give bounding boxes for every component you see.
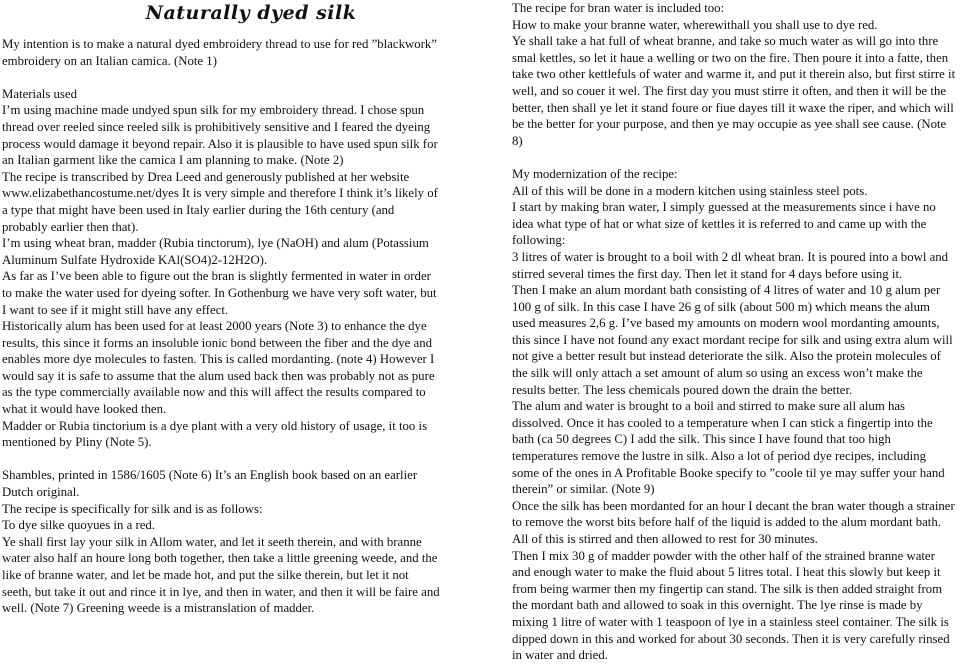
bran-recipe-title: How to make your branne water, wherewithall you shall use to dye red. — [512, 17, 878, 32]
right-column — [512, 0, 956, 664]
modern-boil: 3 litres of water is brought to a boil with 2 dl wheat bran. It is poured into a bowl and stirred several times the first day. Then let it stand for 4 days before using it. — [512, 249, 949, 281]
recipe-intro: The recipe is specifically for silk and is as follows: — [2, 501, 263, 516]
modern-boil-2: The alum and water is brought to a boil and stirred to make sure all alum has dissolved. Once it has cooled to a temperature when I can stick a fingertip into the bath (ca 50 degrees C) I add the silk. This since I have found that too high temperatures remove the lustre in silk. Also a lot of period dye recipes, including some of the ones in A Profitable Booke specify to ”coole til ye may suffer your hand therein” or similar. (Note 9) — [512, 399, 945, 497]
modern-heading: My modernization of the recipe: — [512, 166, 678, 181]
bran-recipe-intro: The recipe for bran water is included too: — [512, 1, 725, 15]
left-column — [2, 0, 440, 617]
bran-paragraph: As far as I’ve been able to figure out the bran is slightly fermented in water in order to make the water used for dyeing softer. In Gothenburg we have very soft water, but I want to see if it might still have any effect. — [2, 269, 437, 317]
shambles-paragraph: Shambles, printed in 1586/1605 (Note 6) It’s an English book based on an earlier Dutch original. — [2, 468, 418, 500]
modern-mordant: Then I make an alum mordant bath consisting of 4 litres of water and 10 g alum per 100 g of silk. In this case I have 26 g of silk (about 500 m) which means the alum used measures 2,6 g. I’ve based my amounts on modern wool mordanting amounts, this since I have not found any exact mordant recipe for silk and using extra alum will not give a better result but instead deteriorate the silk. Also the protein molecules of the silk will only attach a set amount of alum so using an excess won’t make the results better. The less chemicals poured down the drain the better. — [512, 283, 953, 397]
recipe-title: To dye silke quoyues in a red. — [2, 518, 155, 533]
page-title: Naturally dyed silk — [145, 2, 357, 24]
modern-madder: Then I mix 30 g of madder powder with the other half of the strained branne water and enough water to make the fluid about 5 litres total. I heat this slowly but keep it from being warmer then my fingertip can stand. The silk is then added straight from the mordant bath and allowed to soak in this overnight. The lye rinse is made by mixing 1 litre of water with 1 teaspoon of lye in a stainless steel container. The silk is dipped down in this and worked for about 30 seconds. Then it is very carefully rinsed in water and dried. — [512, 548, 950, 663]
ingredients-paragraph: I’m using wheat bran, madder (Rubia tinctorum), lye (NaOH) and alum (Potassium Aluminum Sulfate Hydroxide KAl(SO4)2-12H2O). — [2, 236, 429, 267]
modern-kitchen: All of this will be done in a modern kitchen using stainless steel pots. — [512, 183, 868, 198]
bran-recipe-text: Ye shall take a hat full of wheat branne, and take so much water as will go into thre smal kettles, so let it haue a welling or two on the fire. Then poure it into a fatte, then take two other kettlefuls of water and warme it, and put it therein also, but first stirre it well, and so couer it wel. The first day you must stirre it often, and then it will be the better, then shall ye let it stand foure or fiue dayes till it waxe the riper, and which will be the better for your purpose, and then ye may occupie as yee shall see cause. (Note 8) — [512, 34, 956, 148]
madder-paragraph: Madder or Rubia tinctorium is a dye plant with a very old history of usage, it too is mentioned by Pliny (Note 5). — [2, 418, 428, 450]
modern-mordanted: Once the silk has been mordanted for an hour I decant the bran water though a strainer to remove the worst bits before half of the liquid is added to the alum mordant bath. All of this is stirred and then allowed to rest for 30 minutes. — [512, 498, 955, 546]
materials-paragraph: I’m using machine made undyed spun silk for my embroidery thread. I chose spun thread over reeled since reeled silk is prohibitively sensitive and I feared the dyeing process would damage it beyond repair. Also it is plausible to have used spun silk for an Italian garment like the camica I am planning to make. (Note 2) — [2, 103, 438, 168]
recipe-text: Ye shall first lay your silk in Allom water, and let it seeth therein, and with branne water also half an houre long both together, then take a little greening weede, and the like of branne water, and let be made hot, and put the silke therein, but let it not seeth, but take it out and rince it in lye, and then in water, and then it will be faire and well. (Note 7) Greening weede is a mistranslation of madder. — [2, 534, 440, 616]
intro-paragraph: My intention is to make a natural dyed embroidery thread to use for red ”blackwork” embroidery on an Italian camica. (Note 1) — [2, 37, 437, 68]
alum-paragraph: Historically alum has been used for at least 2000 years (Note 3) to enhance the dye results, this since it forms an insoluble ionic bond between the fiber and the dye and enables more dye molecules to fasten. This is called mordanting. (note 4) However I would say it is safe to assume that the alum used back then was probably not as pure as the type commercially available now and this will affect the results compared to what it would have looked then. — [2, 319, 435, 417]
modern-bran: I start by making bran water, I simply guessed at the measurements since i have no idea what type of hat or what size of kettles it is referred to and came up with the following: — [512, 200, 936, 248]
materials-heading: Materials used — [2, 86, 77, 101]
recipe-source-paragraph: The recipe is transcribed by Drea Leed and generously published at her website www.elizabethancostume.net/dyes It is very simple and therefore I think it’s likely of a type that might have been used in Italy earlier during the 16th century (and probably earlier then that). — [2, 169, 438, 234]
